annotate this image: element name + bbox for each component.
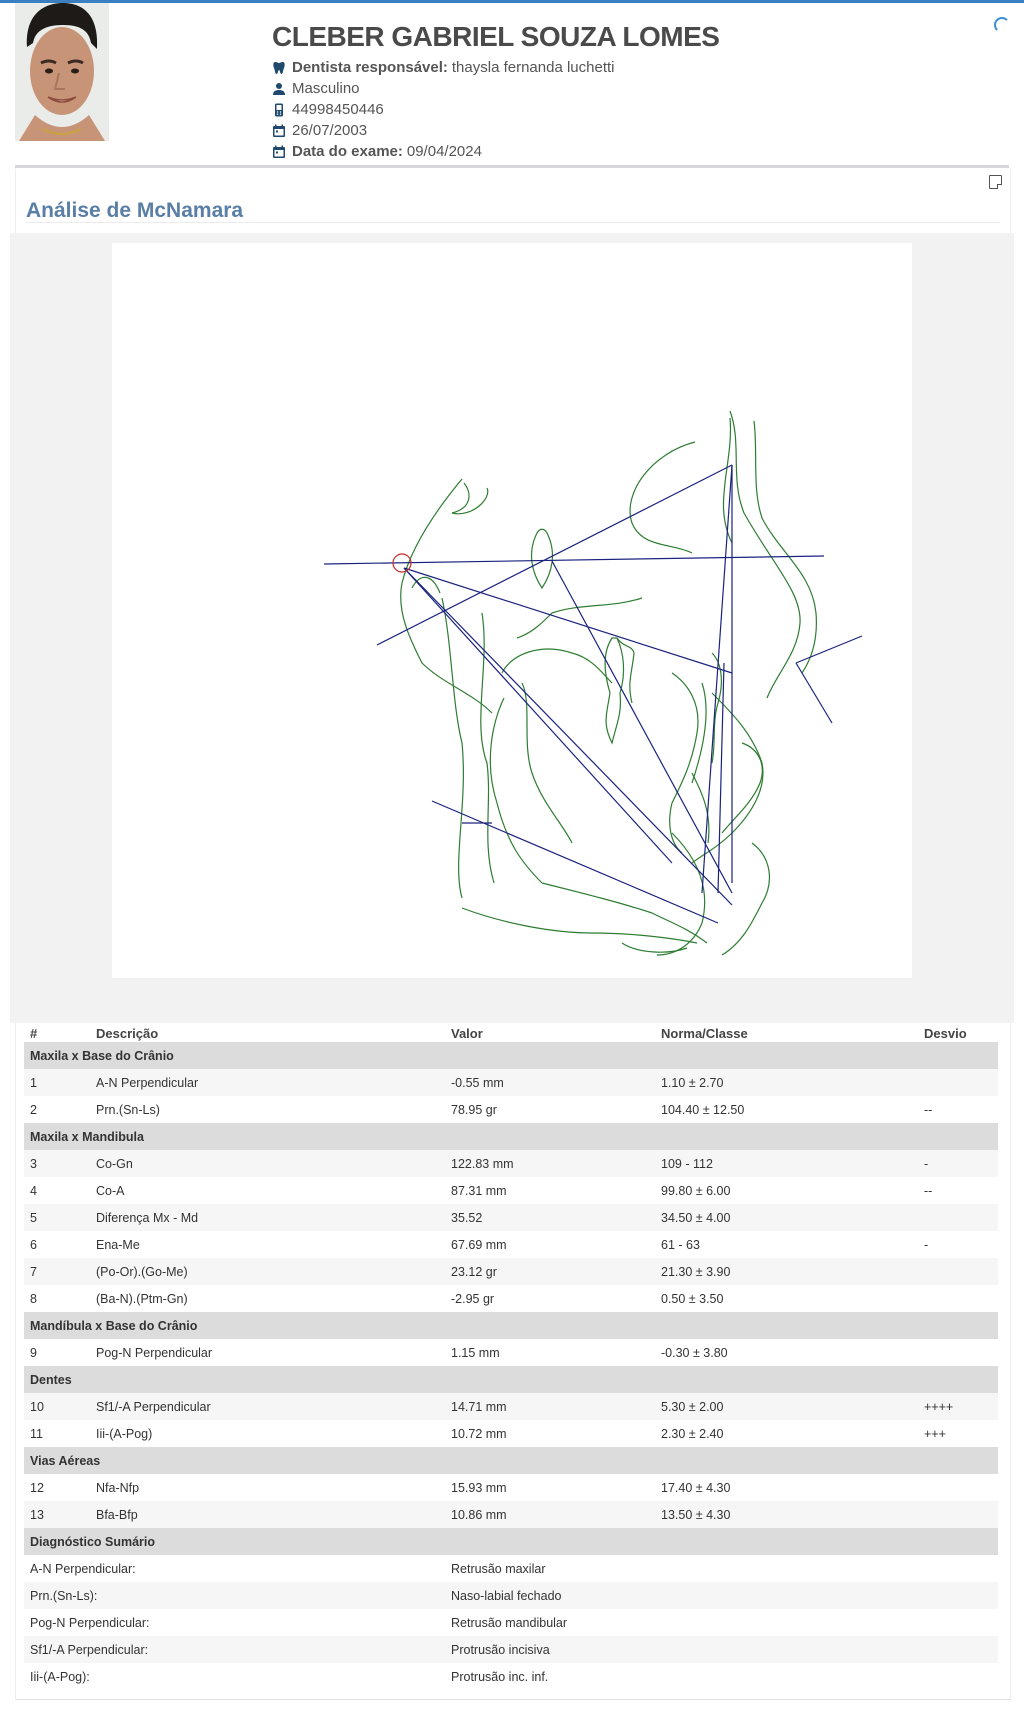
row-value: 35.52 xyxy=(445,1204,655,1231)
row-num: 4 xyxy=(30,1183,37,1198)
table-row xyxy=(24,1069,998,1096)
group-title: Vias Aéreas xyxy=(24,1447,998,1474)
row-value: -0.55 mm xyxy=(445,1069,655,1096)
group-row xyxy=(24,1042,998,1069)
row-num: 11 xyxy=(30,1426,43,1441)
row-norm: -0.30 ± 3.80 xyxy=(661,1345,728,1360)
row-num: 10 xyxy=(24,1393,90,1420)
row-norm: 1.10 ± 2.70 xyxy=(655,1069,918,1096)
note-icon[interactable] xyxy=(989,175,1002,189)
row-value: 14.71 mm xyxy=(445,1393,655,1420)
summary-label: A-N Perpendicular: xyxy=(30,1561,136,1576)
results-table xyxy=(24,1025,998,1690)
summary-row xyxy=(24,1663,998,1690)
row-norm: 21.30 ± 3.90 xyxy=(655,1258,918,1285)
group-row xyxy=(24,1123,998,1150)
row-dev xyxy=(918,1474,998,1501)
dentist-line xyxy=(272,57,719,78)
table-row xyxy=(24,1204,998,1231)
anatomy-outline xyxy=(401,411,817,955)
row-dev xyxy=(918,1069,998,1096)
table-row xyxy=(24,1231,998,1258)
patient-gender: Masculino xyxy=(292,80,360,97)
group-title: Diagnóstico Sumário xyxy=(24,1528,998,1555)
summary-label: Prn.(Sn-Ls): xyxy=(24,1582,445,1609)
row-norm: 0.50 ± 3.50 xyxy=(661,1291,724,1306)
row-norm: 104.40 ± 12.50 xyxy=(661,1102,745,1117)
exam-line xyxy=(272,141,719,162)
col-header-dev: Desvio xyxy=(924,1026,967,1041)
patient-birth-date: 26/07/2003 xyxy=(292,122,368,139)
tracing-area xyxy=(10,233,1014,1023)
summary-label: Sf1/-A Perpendicular: xyxy=(24,1636,445,1663)
birth-line xyxy=(272,120,719,141)
row-num: 12 xyxy=(30,1480,44,1495)
user-icon xyxy=(272,82,286,96)
spinner-icon xyxy=(994,17,1010,33)
row-value: 15.93 mm xyxy=(451,1480,507,1495)
summary-value: Protrusão inc. inf. xyxy=(451,1669,549,1684)
row-dev xyxy=(918,1339,998,1366)
row-norm: 61 - 63 xyxy=(661,1237,700,1252)
tooth-icon xyxy=(272,61,286,75)
patient-name: CLEBER GABRIEL SOUZA LOMES xyxy=(272,21,720,52)
row-desc: Pog-N Perpendicular xyxy=(96,1345,213,1360)
row-desc: Co-A xyxy=(96,1183,125,1198)
table-row xyxy=(24,1096,998,1123)
table-row xyxy=(24,1285,998,1312)
summary-value: Protrusão incisiva xyxy=(445,1636,998,1663)
row-desc: Ena-Me xyxy=(96,1237,140,1252)
mobile-icon xyxy=(272,103,286,117)
table-row xyxy=(24,1177,998,1204)
group-title: Maxila x Base do Crânio xyxy=(24,1042,998,1069)
header-divider xyxy=(15,165,1009,168)
row-dev xyxy=(918,1501,998,1528)
row-desc: (Po-Or).(Go-Me) xyxy=(90,1258,445,1285)
summary-row xyxy=(24,1555,998,1582)
row-dev xyxy=(918,1258,998,1285)
cephalometric-lines xyxy=(324,465,862,923)
patient-phone: 44998450446 xyxy=(292,101,384,118)
row-value: 122.83 mm xyxy=(445,1150,655,1177)
col-header-desc: Descrição xyxy=(96,1026,159,1041)
group-title: Dentes xyxy=(24,1366,998,1393)
row-desc: Nfa-Nfp xyxy=(96,1480,140,1495)
row-value: 10.86 mm xyxy=(445,1501,655,1528)
row-desc: Sf1/-A Perpendicular xyxy=(90,1393,445,1420)
summary-row xyxy=(24,1609,998,1636)
dentist-label: Dentista responsável: xyxy=(292,59,448,76)
summary-label: Iii-(A-Pog): xyxy=(30,1669,90,1684)
exam-date-label: Data do exame: xyxy=(292,143,403,160)
row-num: 6 xyxy=(30,1237,37,1252)
table-row xyxy=(24,1339,998,1366)
row-value: 23.12 gr xyxy=(445,1258,655,1285)
summary-row xyxy=(24,1582,998,1609)
row-num: 8 xyxy=(30,1291,37,1306)
row-num: 1 xyxy=(24,1069,90,1096)
row-norm: 99.80 ± 6.00 xyxy=(661,1183,731,1198)
row-dev: -- xyxy=(924,1102,933,1117)
row-dev: -- xyxy=(924,1183,933,1198)
summary-value: Naso-labial fechado xyxy=(445,1582,998,1609)
summary-row xyxy=(24,1636,998,1663)
row-value: 78.95 gr xyxy=(451,1102,497,1117)
group-title: Maxila x Mandibula xyxy=(24,1123,998,1150)
calendar-icon xyxy=(272,145,286,159)
summary-value: Retrusão maxilar xyxy=(451,1561,546,1576)
patient-info xyxy=(272,21,719,162)
row-dev: - xyxy=(918,1150,998,1177)
col-header-num: # xyxy=(30,1026,38,1041)
table-row xyxy=(24,1258,998,1285)
row-norm: 5.30 ± 2.00 xyxy=(655,1393,918,1420)
row-dev xyxy=(918,1285,998,1312)
row-desc: Prn.(Sn-Ls) xyxy=(96,1102,160,1117)
row-norm: 109 - 112 xyxy=(655,1150,918,1177)
calendar-icon xyxy=(272,124,286,138)
row-value: 67.69 mm xyxy=(451,1237,507,1252)
row-desc: Diferença Mx - Md xyxy=(90,1204,445,1231)
row-value: -2.95 gr xyxy=(451,1291,495,1306)
group-row xyxy=(24,1312,998,1339)
row-dev: ++++ xyxy=(918,1393,998,1420)
gender-line xyxy=(272,78,719,99)
cephalometric-tracing xyxy=(112,243,912,978)
row-desc: Iii-(A-Pog) xyxy=(96,1426,153,1441)
row-desc: Bfa-Bfp xyxy=(90,1501,445,1528)
tracing-svg xyxy=(112,243,912,978)
row-num: 3 xyxy=(24,1150,90,1177)
table-row xyxy=(24,1474,998,1501)
row-num: 5 xyxy=(24,1204,90,1231)
col-header-value: Valor xyxy=(451,1026,483,1041)
patient-header xyxy=(0,3,1024,165)
row-dev xyxy=(918,1204,998,1231)
col-header-norm: Norma/Classe xyxy=(661,1026,748,1041)
title-divider xyxy=(26,222,1000,223)
patient-photo xyxy=(15,3,109,141)
row-norm: 2.30 ± 2.40 xyxy=(661,1426,724,1441)
table-row xyxy=(24,1150,998,1177)
summary-value: Retrusão mandibular xyxy=(451,1615,568,1630)
row-num: 13 xyxy=(24,1501,90,1528)
row-num: 2 xyxy=(30,1102,37,1117)
group-title: Mandíbula x Base do Crânio xyxy=(24,1312,998,1339)
table-header-row xyxy=(24,1025,998,1042)
row-desc: (Ba-N).(Ptm-Gn) xyxy=(96,1291,188,1306)
row-value: 87.31 mm xyxy=(451,1183,507,1198)
table-row xyxy=(24,1420,998,1447)
dentist-name: thaysla fernanda luchetti xyxy=(451,59,615,76)
row-norm: 17.40 ± 4.30 xyxy=(661,1480,731,1495)
summary-label: Pog-N Perpendicular: xyxy=(30,1615,150,1630)
row-num: 7 xyxy=(24,1258,90,1285)
row-num: 9 xyxy=(30,1345,37,1360)
table-row xyxy=(24,1393,998,1420)
group-row xyxy=(24,1366,998,1393)
exam-date: 09/04/2024 xyxy=(406,143,482,160)
analysis-title: Análise de McNamara xyxy=(26,199,244,222)
table-row xyxy=(24,1501,998,1528)
phone-line xyxy=(272,99,719,120)
row-norm: 34.50 ± 4.00 xyxy=(655,1204,918,1231)
row-value: 1.15 mm xyxy=(451,1345,500,1360)
row-desc: A-N Perpendicular xyxy=(90,1069,445,1096)
row-norm: 13.50 ± 4.30 xyxy=(655,1501,918,1528)
row-desc: Co-Gn xyxy=(90,1150,445,1177)
row-value: 10.72 mm xyxy=(451,1426,507,1441)
row-dev: - xyxy=(924,1237,929,1252)
group-row xyxy=(24,1528,998,1555)
group-row xyxy=(24,1447,998,1474)
row-dev: +++ xyxy=(924,1426,946,1441)
